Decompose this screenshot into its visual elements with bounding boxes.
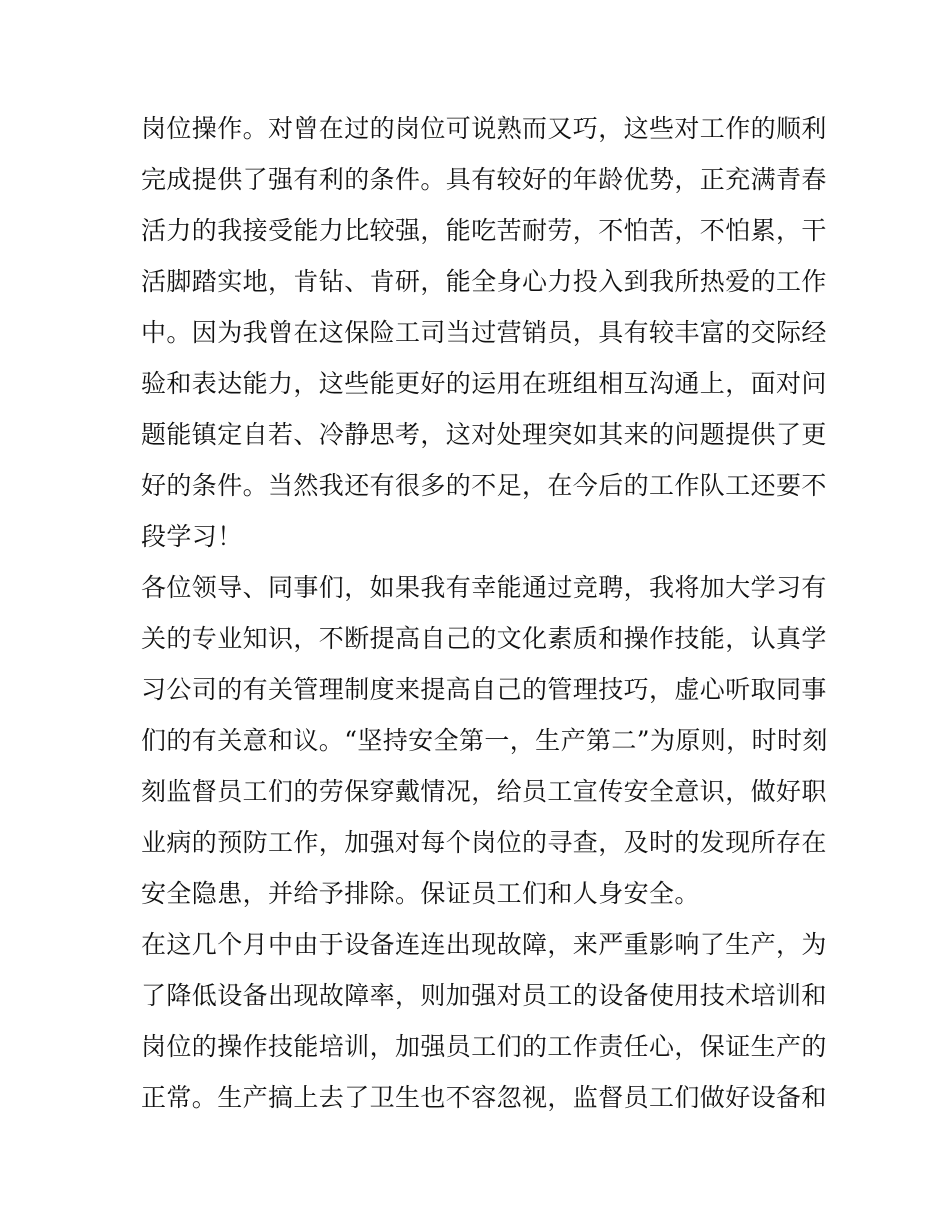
text-line: 各位领导、同事们，如果我有幸能通过竞聘，我将加大学习有 [141,573,827,602]
text-line: 业病的预防工作，加强对每个岗位的寻查，及时的发现所存在 [141,828,827,857]
paragraph-2 [141,562,828,919]
text-line: 活脚踏实地，肯钻、肯研，能全身心力投入到我所热爱的工作 [141,267,827,296]
text-line: 验和表达能力，这些能更好的运用在班组相互沟通上，面对问 [141,369,827,398]
text-line: 在这几个月中由于设备连连出现故障，来严重影响了生产，为 [141,930,827,959]
text-line: 段学习！ [141,522,243,551]
text-line: 关的专业知识，不断提高自己的文化素质和操作技能，认真学 [141,624,827,653]
text-line: 们的有关意和议。“坚持安全第一，生产第二”为原则，时时刻 [141,726,828,755]
text-line: 岗位操作。对曾在过的岗位可说熟而又巧，这些对工作的顺利 [141,114,827,143]
text-line: 中。因为我曾在这保险工司当过营销员，具有较丰富的交际经 [141,318,827,347]
text-line: 好的条件。当然我还有很多的不足，在今后的工作队工还要不 [141,471,827,500]
paragraph-3 [141,919,827,1123]
text-line: 了降低设备出现故障率，则加强对员工的设备使用技术培训和 [141,981,827,1010]
text-line: 刻监督员工们的劳保穿戴情况，给员工宣传安全意识，做好职 [141,777,827,806]
text-line: 活力的我接受能力比较强，能吃苦耐劳，不怕苦，不怕累，干 [141,216,827,245]
text-line: 题能镇定自若、冷静思考，这对处理突如其来的问题提供了更 [141,420,827,449]
text-line: 安全隐患，并给予排除。保证员工们和人身安全。 [141,879,700,908]
text-line: 正常。生产搞上去了卫生也不容忽视，监督员工们做好设备和 [141,1083,827,1112]
text-line: 完成提供了强有利的条件。具有较好的年龄优势，正充满青春 [141,165,827,194]
document-body [141,103,828,1123]
paragraph-1 [141,103,827,562]
text-line: 岗位的操作技能培训，加强员工们的工作责任心，保证生产的 [141,1032,827,1061]
text-line: 习公司的有关管理制度来提高自己的管理技巧，虚心听取同事 [141,675,827,704]
